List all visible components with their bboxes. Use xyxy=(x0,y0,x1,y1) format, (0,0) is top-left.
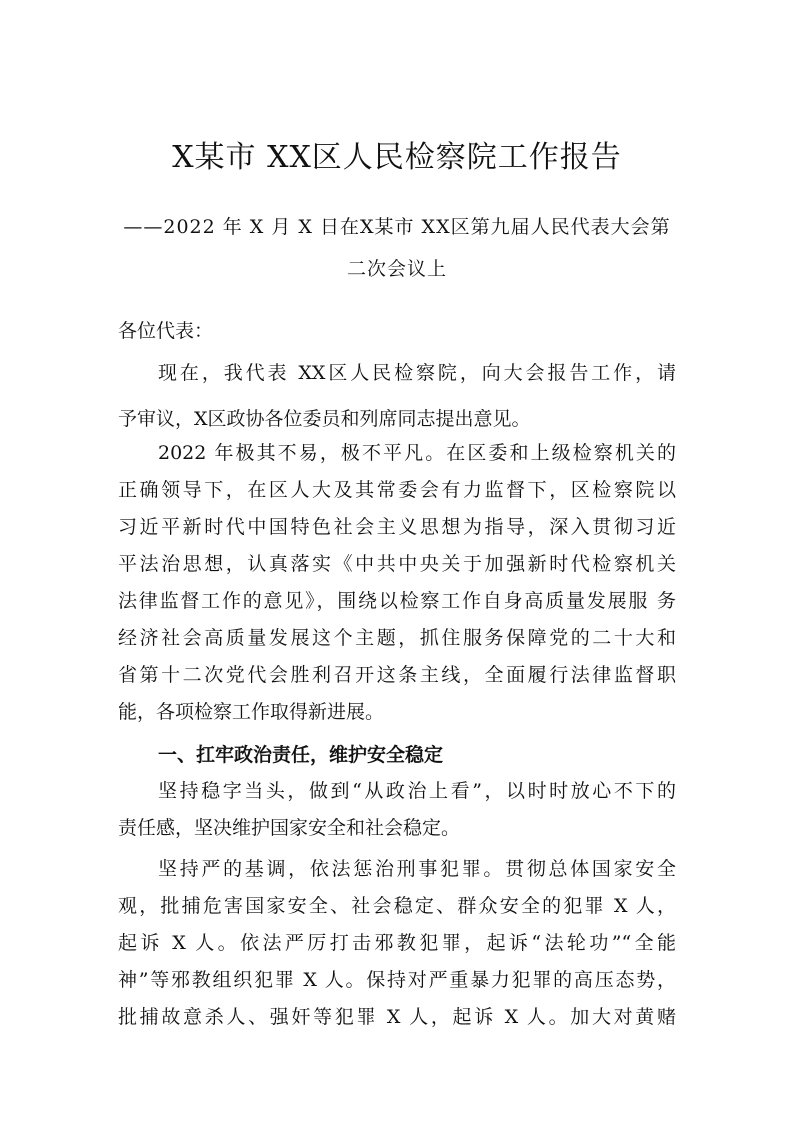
paragraph-line: 现在，我代表 XX区人民检察院，向大会报告工作，请 xyxy=(158,362,676,384)
subtitle-line: ——2022 年 X 月 X 日在X某市 XX区第九届人民代表大会第 xyxy=(123,216,671,238)
paragraph-line: 省第十二次党代会胜利召开这条主线，全面履行法律监督职 xyxy=(118,664,676,686)
paragraph-overview xyxy=(118,436,676,729)
report-subtitle xyxy=(118,206,676,290)
paragraph-line: 平法治思想，认真落实《中共中央关于加强新时代检察机关 xyxy=(118,553,676,575)
paragraph-line: 坚持稳字当头，做到“从政治上看”，以时时放心不下的 xyxy=(158,780,676,802)
paragraph-line: 正确领导下，在区人大及其常委会有力监督下，区检察院以 xyxy=(118,479,676,501)
paragraph-line: 经济社会高质量发展这个主题，抓住服务保障党的二十大和 xyxy=(118,627,676,649)
paragraph-line: 神”等邪教组织犯罪 X 人。保持对严重暴力犯罪的高压态势， xyxy=(118,969,676,991)
paragraph-line: 批捕故意杀人、强奸等犯罪 X 人，起诉 X 人。加大对黄赌 xyxy=(118,1006,676,1028)
paragraph-line: 法律监督工作的意见》，围绕以检察工作自身高质量发展服 务 xyxy=(118,590,676,612)
paragraph-line: 予审议，X区政协各位委员和列席同志提出意见。 xyxy=(118,408,531,430)
salutation-text: 各位代表： xyxy=(118,320,214,342)
subtitle-line: 二次会议上 xyxy=(346,258,447,280)
paragraph-line: 起诉 X 人。依法严厉打击邪教犯罪，起诉“法轮功”“全能 xyxy=(118,932,676,954)
salutation xyxy=(118,314,676,348)
paragraph-line: 坚持严的基调，依法惩治刑事犯罪。贯彻总体国家安全 xyxy=(158,858,676,880)
paragraph-line: 习近平新时代中国特色社会主义思想为指导，深入贯彻习近 xyxy=(118,516,676,538)
paragraph-crime xyxy=(118,852,676,1034)
section-heading: 一、扛牢政治责任，维护安全稳定 xyxy=(158,744,444,766)
paragraph-line: 2022 年极其不易，极不平凡。在区委和上级检察机关的 xyxy=(158,442,676,464)
paragraph-line: 能，各项检察工作取得新进展。 xyxy=(118,701,385,723)
paragraph-line: 观，批捕危害国家安全、社会稳定、群众安全的犯罪 X 人， xyxy=(118,895,676,917)
paragraph-line: 责任感，坚决维护国家安全和社会稳定。 xyxy=(118,817,461,839)
report-title: X某市 XX区人民检察院工作报告 xyxy=(172,140,622,175)
paragraph-stability xyxy=(118,774,676,845)
paragraph-opening xyxy=(118,356,676,436)
